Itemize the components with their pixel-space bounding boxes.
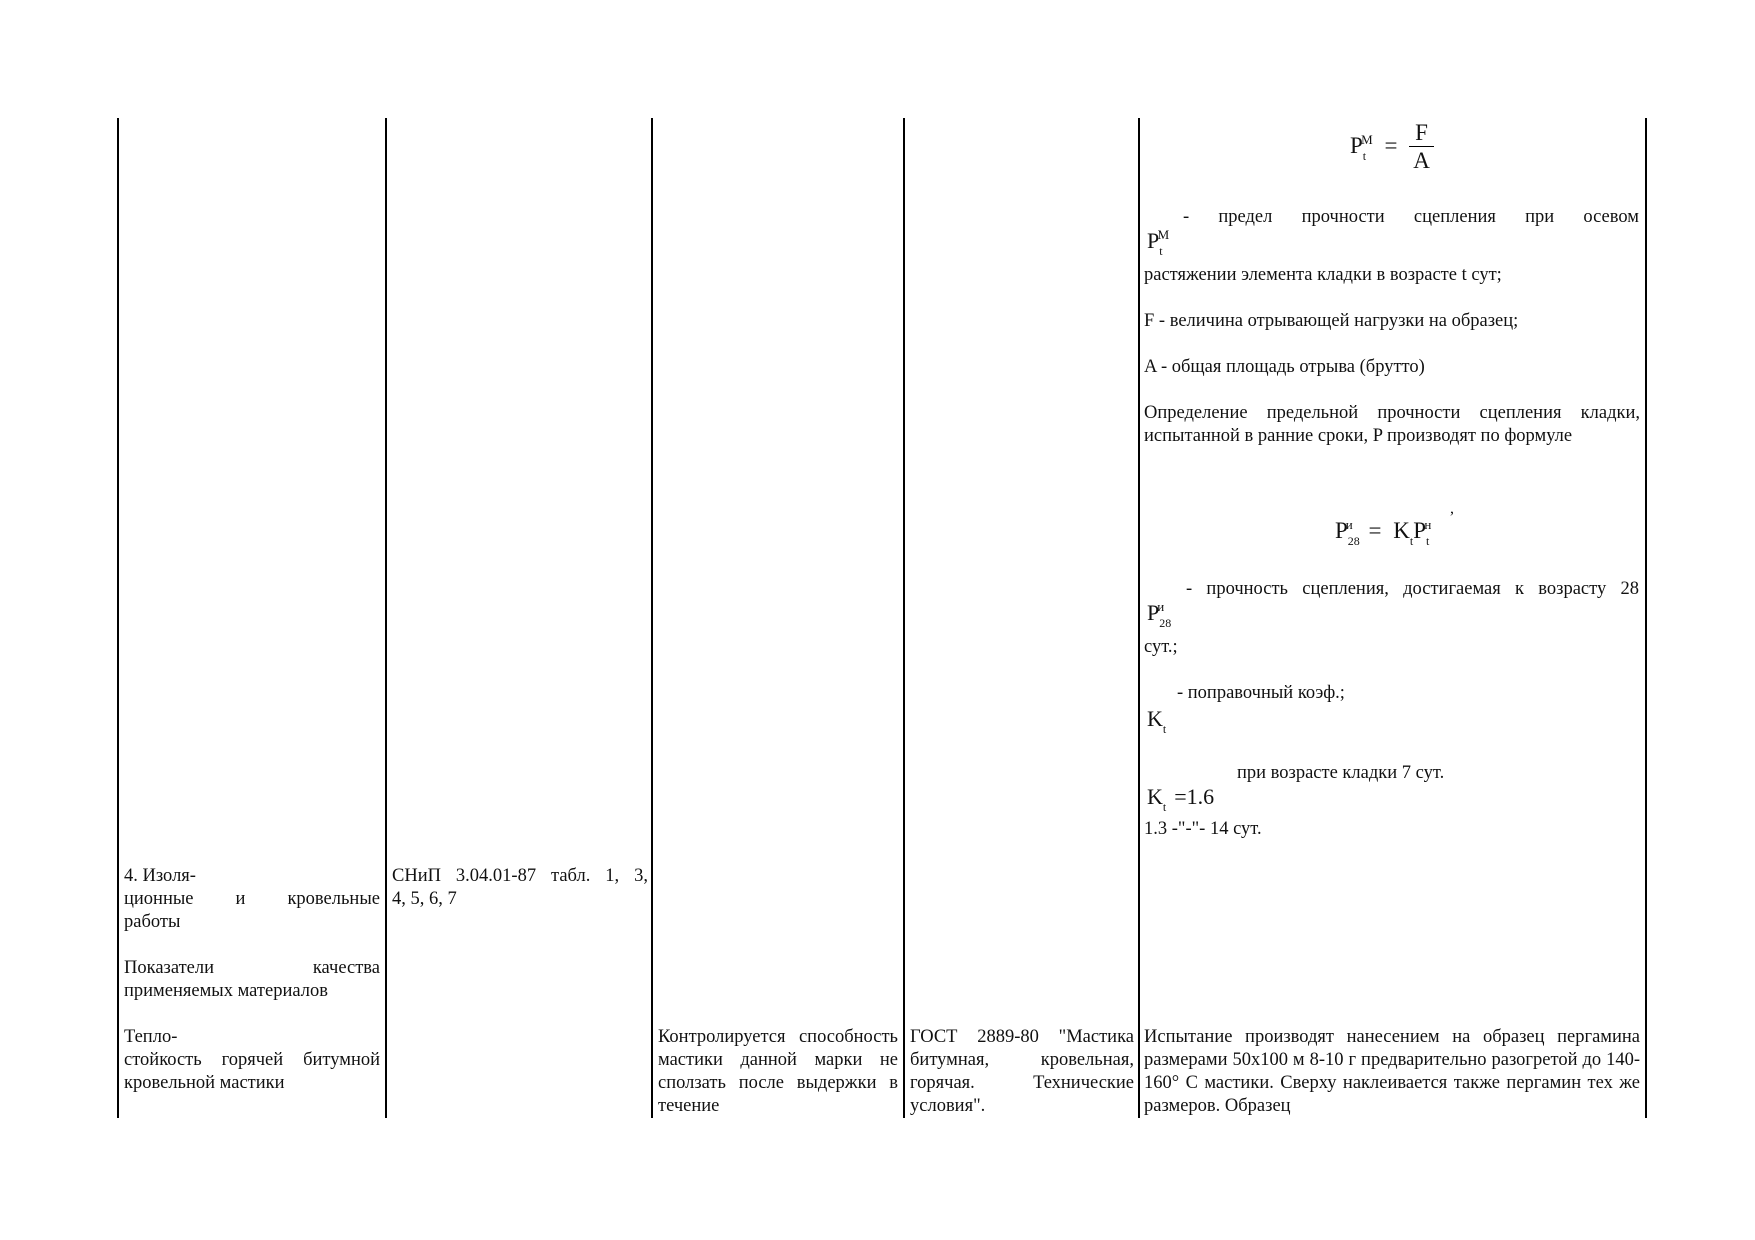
quality-line-2: применяемых материалов — [124, 981, 328, 1001]
determination-text — [1144, 402, 1640, 448]
formula-symbol: K — [1147, 784, 1163, 809]
control-text: Контролируется способность мастики данной марки не сползать после выдержки в течение — [658, 1027, 898, 1116]
heading-line-2 — [124, 888, 380, 911]
formula-subscript: t — [1162, 800, 1167, 814]
formula-fraction — [1409, 120, 1434, 175]
fraction-denominator: A — [1413, 148, 1430, 173]
def-k-symbol — [1147, 706, 1166, 735]
formula-early-strength — [1335, 518, 1431, 547]
table-border-3 — [651, 118, 653, 1118]
formula-subscript: t — [1362, 148, 1367, 163]
col1-section-heading — [124, 865, 380, 934]
def2-line-1: - прочность сцепления, достигаемая к возрасту 28 — [1186, 579, 1639, 599]
table-border-5 — [1138, 118, 1140, 1118]
formula-superscript: и — [1345, 517, 1353, 532]
snip-line-1: СНиП 3.04.01-87 табл. 1, 3, — [392, 866, 648, 886]
col1-quality-heading — [124, 957, 380, 1003]
test-description — [1144, 1026, 1640, 1118]
determination-paragraph: Определение предельной прочности сцепления кладки, испытанной в ранние сроки, P производят по формуле — [1144, 403, 1640, 446]
formula-subscript: 28 — [1159, 616, 1172, 630]
fraction-numerator: F — [1409, 120, 1434, 147]
def1-line-1: - предел прочности сцепления при осевом — [1183, 207, 1639, 227]
quality-word: Показатели — [124, 958, 214, 978]
heat-line-3: кровельной мастики — [124, 1073, 285, 1093]
gost-text: ГОСТ 2889-80 "Мастика битумная, кровельная, горячая. Технические условия". — [910, 1027, 1134, 1116]
formula-subscript: 28 — [1347, 534, 1360, 548]
formula-superscript: и — [1157, 599, 1165, 614]
heat-line-1: Тепло- — [124, 1027, 178, 1047]
heading-word: кровельные — [287, 889, 380, 909]
formula-subscript: t — [1426, 534, 1430, 548]
col4-gost-reference — [910, 1026, 1134, 1118]
formula-bond-strength — [1350, 120, 1434, 175]
quality-line-1 — [124, 957, 380, 980]
quality-word: качества — [312, 958, 380, 978]
kt-note: при возрасте кладки 7 сут. — [1237, 763, 1445, 783]
def1-symbol — [1147, 228, 1169, 257]
kt-formula — [1147, 784, 1214, 813]
formula-symbol: P — [1147, 228, 1160, 253]
def-a: A - общая площадь отрыва (брутто) — [1144, 357, 1425, 377]
def-k-text: - поправочный коэф.; — [1177, 683, 1345, 703]
def1-line-2: растяжении элемента кладки в возрасте t сут; — [1144, 265, 1502, 285]
formula-equals: = — [1174, 784, 1187, 809]
def2-symbol — [1147, 599, 1172, 630]
heat-line-2: стойкость горячей битумной — [124, 1050, 380, 1070]
col2-norm-reference — [392, 865, 648, 911]
kt-value: 1.6 — [1186, 784, 1215, 809]
table-border-6 — [1645, 118, 1647, 1118]
col3-control-text — [658, 1026, 898, 1118]
table-border-4 — [903, 118, 905, 1118]
formula-symbol: P — [1335, 518, 1348, 543]
heading-line-1: 4. Изоля- — [124, 866, 196, 886]
formula-symbol: P — [1350, 132, 1363, 158]
table-border-1 — [117, 118, 119, 1118]
formula-subscript: t — [1159, 244, 1163, 258]
formula-superscript: н — [1424, 517, 1432, 532]
formula-symbol: P — [1147, 600, 1160, 625]
formula-superscript: M — [1361, 131, 1373, 147]
test-paragraph: Испытание производят нанесением на образец пергамина размерами 50x100 м 8-10 г предварительно разогретой до 140-160° C мастики. Сверху наклеивается также пергамин тех же размеров. Образец — [1144, 1027, 1640, 1116]
formula-symbol: K — [1147, 706, 1163, 731]
heading-line-3: работы — [124, 912, 181, 932]
formula-symbol: K — [1393, 518, 1410, 543]
formula-superscript: M — [1157, 227, 1170, 242]
formula-symbol: P — [1413, 518, 1427, 543]
formula-subscript: t — [1162, 722, 1167, 736]
col1-heat-resistance — [124, 1026, 380, 1095]
formula-equals: = — [1384, 132, 1398, 158]
table-border-2 — [385, 118, 387, 1118]
heading-word: ционные — [124, 889, 194, 909]
snip-line-2: 4, 5, 6, 7 — [392, 889, 457, 909]
formula-comma: , — [1450, 500, 1454, 517]
def-f: F - величина отрывающей нагрузки на образец; — [1144, 311, 1519, 331]
heading-word: и — [235, 889, 246, 909]
formula-subscript: t — [1409, 534, 1414, 548]
formula-equals: = — [1368, 518, 1382, 543]
kt-14: 1.3 -"-"- 14 сут. — [1144, 819, 1262, 839]
def2-line-2: сут.; — [1144, 637, 1178, 657]
